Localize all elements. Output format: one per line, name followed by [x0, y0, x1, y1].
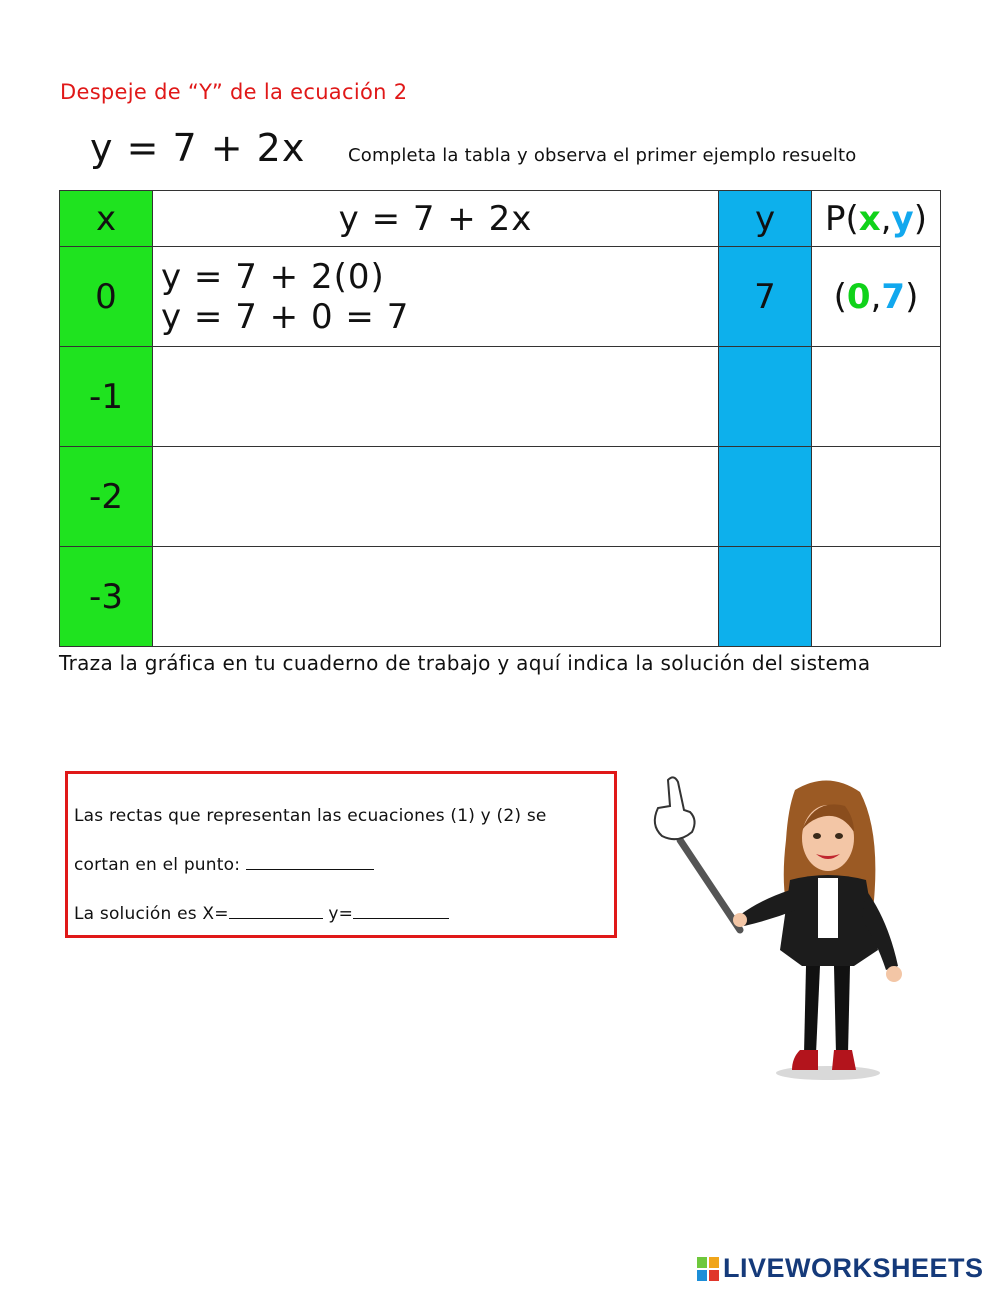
cell-work-input[interactable] [153, 547, 719, 647]
point-separator: , [870, 276, 882, 317]
answer-line-3 [74, 904, 449, 924]
point-separator: , [880, 198, 892, 239]
eye-right [835, 833, 843, 839]
solution-y-label: y= [328, 904, 354, 924]
header-point [812, 191, 941, 247]
table-row [60, 247, 941, 347]
leg-right [834, 966, 850, 1054]
answer-box [65, 771, 617, 938]
logo-mark-icon [697, 1257, 719, 1281]
intersection-label: cortan en el punto: [74, 855, 241, 875]
main-equation: y = 7 + 2x [90, 126, 306, 170]
solution-x-label: La solución es X= [74, 904, 229, 924]
leg-left [804, 966, 820, 1054]
cell-work-input[interactable] [153, 347, 719, 447]
header-equation: y = 7 + 2x [153, 191, 719, 247]
point-prefix: P( [825, 198, 859, 239]
logo-text: LIVEWORKSHEETS [723, 1253, 984, 1283]
header-y: y [719, 191, 812, 247]
point-y-value: 7 [881, 276, 906, 317]
hand-left [733, 913, 747, 927]
cell-x: -3 [60, 547, 153, 647]
liveworksheets-logo [697, 1253, 984, 1284]
trace-instruction: Traza la gráfica en tu cuaderno de trabajo y aquí indica la solución del sistema [59, 651, 871, 675]
cell-x: -2 [60, 447, 153, 547]
cell-point [812, 247, 941, 347]
table-row [60, 347, 941, 447]
work-step-1: y = 7 + 2(0) [161, 256, 385, 297]
cell-point-input[interactable] [812, 447, 941, 547]
pointer-stick [680, 840, 740, 930]
table-row [60, 447, 941, 547]
answer-line-2 [74, 855, 374, 875]
cell-x: 0 [60, 247, 153, 347]
glove-icon [655, 777, 695, 839]
answer-line-1: Las rectas que representan las ecuaciones (1) y (2) se [74, 806, 547, 826]
table-row [60, 547, 941, 647]
cell-point-input[interactable] [812, 347, 941, 447]
cell-work-input[interactable] [153, 447, 719, 547]
hand-right [886, 966, 902, 982]
cell-y: 7 [719, 247, 812, 347]
cell-y-input[interactable] [719, 447, 812, 547]
point-x-value: 0 [846, 276, 871, 317]
intersection-blank[interactable] [246, 855, 374, 870]
cell-y-input[interactable] [719, 547, 812, 647]
point-x-label: x [858, 198, 881, 239]
instruction-text: Completa la tabla y observa el primer ejemplo resuelto [348, 145, 857, 166]
values-table [59, 190, 941, 647]
cell-point-input[interactable] [812, 547, 941, 647]
point-y-label: y [891, 198, 914, 239]
shirt [818, 878, 838, 938]
boot-right [832, 1050, 856, 1070]
point-close: ) [905, 276, 919, 317]
point-suffix: ) [913, 198, 927, 239]
teacher-avatar [640, 770, 920, 1090]
work-step-2: y = 7 + 0 = 7 [161, 296, 410, 337]
section-heading: Despeje de “Y” de la ecuación 2 [60, 80, 408, 104]
cell-y-input[interactable] [719, 347, 812, 447]
header-x: x [60, 191, 153, 247]
avatar-shadow [776, 1066, 880, 1080]
cell-x: -1 [60, 347, 153, 447]
eye-left [813, 833, 821, 839]
boot-left [792, 1050, 818, 1070]
cell-work [153, 247, 719, 347]
table-header-row [60, 191, 941, 247]
solution-y-blank[interactable] [353, 904, 449, 919]
point-open: ( [833, 276, 847, 317]
solution-x-blank[interactable] [229, 904, 323, 919]
